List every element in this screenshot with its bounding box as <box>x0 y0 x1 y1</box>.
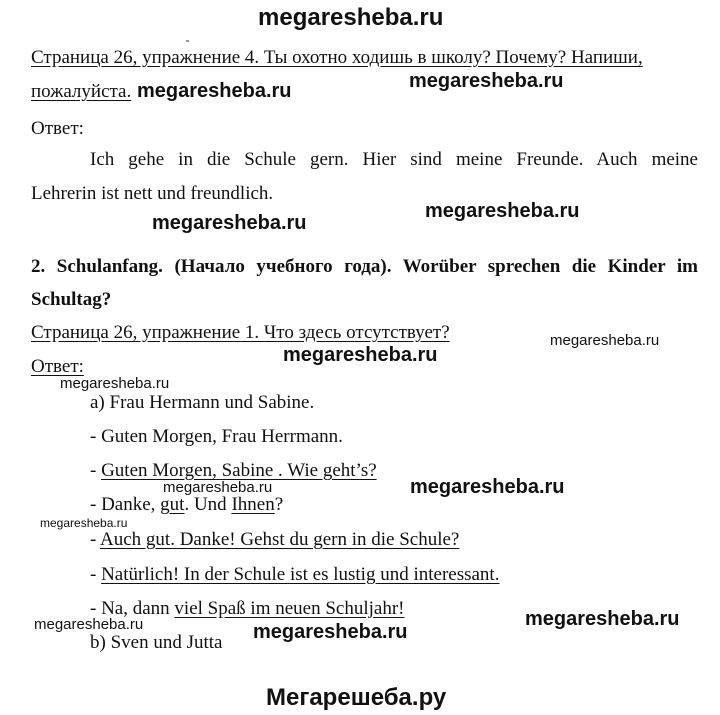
watermark: megaresheba.ru <box>525 608 680 630</box>
filled-answer: Auch gut. Danke! Gehst du gern in die Schule? <box>100 529 460 550</box>
dialogue-text: . Und <box>184 494 232 515</box>
watermark: megaresheba.ru <box>410 476 565 498</box>
dialogue-text: - Na, dann <box>90 598 175 619</box>
dialogue-text: - Danke, <box>90 494 161 515</box>
dialogue-dash: - <box>90 529 101 550</box>
stray-dot <box>186 40 189 42</box>
header-watermark: megaresheba.ru <box>258 4 444 31</box>
filled-answer: gut <box>160 494 185 515</box>
dialogue-dash: - <box>90 564 102 585</box>
watermark: megaresheba.ru <box>137 80 292 102</box>
part-a-label: a) Frau Hermann und Sabine. <box>90 392 315 413</box>
task-line: Страница 26, упражнение 1. Что здесь отсутствует? <box>31 322 450 343</box>
watermark: megaresheba.ru <box>60 375 170 392</box>
dialogue-line: - Guten Morgen, Frau Herrmann. <box>90 426 343 447</box>
answer-label: Ответ: <box>31 118 84 139</box>
watermark: megaresheba.ru <box>40 516 128 530</box>
dialogue-line <box>90 494 283 516</box>
dialogue-dash: - <box>90 460 102 481</box>
section-heading-line-2: Schultag? <box>31 289 112 310</box>
dialogue-line <box>90 529 459 551</box>
answer-line-2: Lehrerin ist nett und freundlich. <box>31 183 274 204</box>
dialogue-line <box>90 564 499 586</box>
watermark: megaresheba.ru <box>34 616 144 633</box>
answer-line-1: Ich gehe in die Schule gern. Hier sind meine Freunde. Auch meine <box>90 149 698 170</box>
watermark: megaresheba.ru <box>425 200 580 222</box>
watermark: megaresheba.ru <box>283 344 438 366</box>
filled-answer: Natürlich! In der Schule ist es lustig und interessant. <box>101 564 500 585</box>
watermark: megaresheba.ru <box>550 332 660 349</box>
watermark: megaresheba.ru <box>163 479 273 496</box>
filled-answer: Guten Morgen, Sabine . Wie geht’s? <box>101 460 377 481</box>
section-heading-line-1: 2. Schulanfang. (Начало учебного года). Worüber sprechen die Kinder im <box>31 256 698 277</box>
task-line-2: пожалуйста. <box>31 81 132 102</box>
footer-watermark: Мегарешеба.ру <box>266 684 447 711</box>
watermark: megaresheba.ru <box>152 212 307 234</box>
filled-answer: viel Spaß im neuen Schuljahr! <box>174 598 405 619</box>
watermark: megaresheba.ru <box>253 621 408 643</box>
task-line-1: Страница 26, упражнение 4. Ты охотно ходишь в школу? Почему? Напиши, <box>31 47 643 68</box>
answer-label: Ответ: <box>31 356 84 377</box>
dialogue-text: ? <box>274 494 284 515</box>
filled-answer: Ihnen <box>231 494 275 515</box>
part-b-label: b) Sven und Jutta <box>90 632 223 653</box>
watermark: megaresheba.ru <box>409 70 564 92</box>
